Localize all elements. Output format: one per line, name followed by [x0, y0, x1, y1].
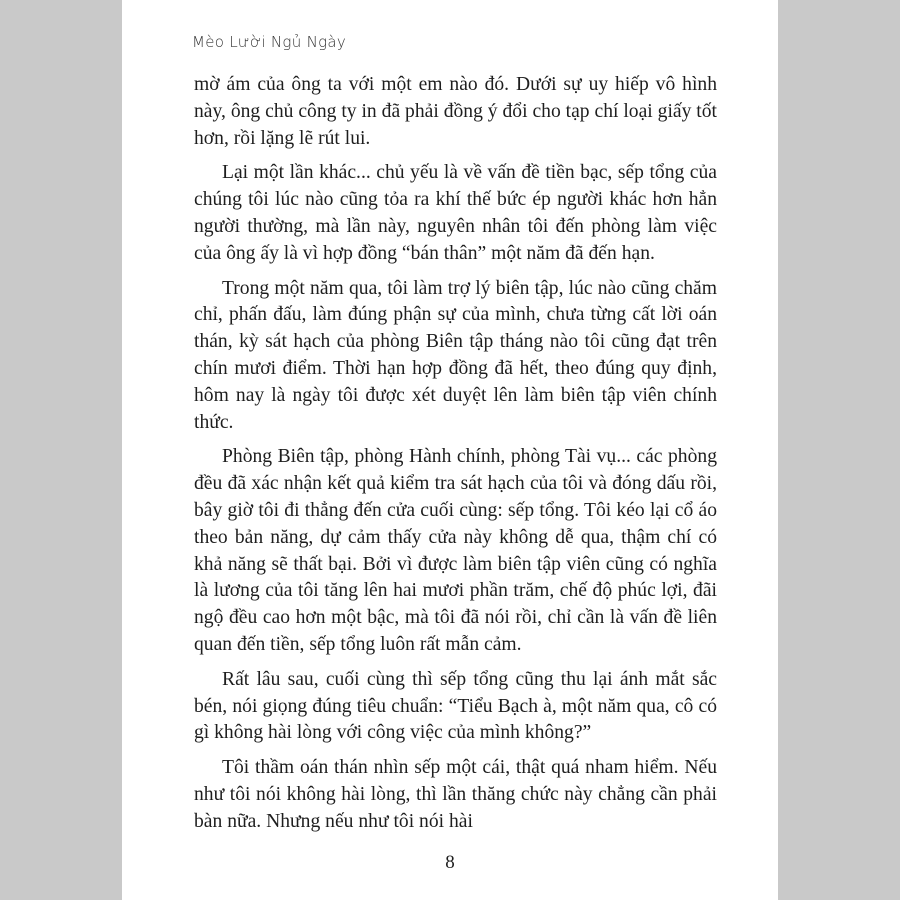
page-number: 8: [445, 852, 455, 873]
paragraph: Tôi thầm oán thán nhìn sếp một cái, thật quá nham hiểm. Nếu như tôi nói không hài lòng, thì lần thăng chức này chẳng cần phải bàn nữa. Nhưng nếu như tôi nói hài: [194, 757, 717, 832]
paragraph: Rất lâu sau, cuối cùng thì sếp tổng cũng thu lại ánh mắt sắc bén, nói giọng đúng tiêu chuẩn: “Tiểu Bạch à, một năm qua, cô có gì không hài lòng với công việc của mình không?”: [194, 668, 717, 744]
paragraph-continuation: mờ ám của ông ta với một em nào đó. Dưới sự uy hiếp vô hình này, ông chủ công ty in đã phải đồng ý đổi cho tạp chí loại giấy tốt hơn, rồi lặng lẽ rút lui.: [194, 74, 717, 149]
paragraph: Trong một năm qua, tôi làm trợ lý biên tập, lúc nào cũng chăm chỉ, phấn đấu, làm đúng phận sự của mình, chưa từng cất lời oán thán, kỳ sát hạch của phòng Biên tập tháng nào tôi cũng đạt trên chín mươi điểm. Thời hạn hợp đồng đã hết, theo đúng quy định, hôm nay là ngày tôi được xét duyệt lên làm biên tập viên chính thức.: [194, 277, 717, 433]
page-body: [194, 72, 717, 844]
paragraph: Phòng Biên tập, phòng Hành chính, phòng Tài vụ... các phòng đều đã xác nhận kết quả kiểm tra sát hạch của tôi và đóng dấu rồi, bây giờ tôi đi thẳng đến cửa cuối cùng: sếp tổng. Tôi kéo lại cổ áo theo bản năng, dự cảm thấy cửa này không dễ qua, thậm chí có khả năng sẽ thất bại. Bởi vì được làm biên tập viên cũng có nghĩa là lương của tôi tăng lên hai mươi phần trăm, chế độ phúc lợi, đãi ngộ đều cao hơn một bậc, mà tôi đã nói rồi, chỉ cần là vấn đề liên quan đến tiền, sếp tổng luôn rất mẫn cảm.: [194, 446, 717, 655]
paragraph: Lại một lần khác... chủ yếu là về vấn đề tiền bạc, sếp tổng của chúng tôi lúc nào cũng tỏa ra khí thế bức ép người khác hơn hẳn người thường, mà lần này, nguyên nhân tôi đến phòng làm việc của ông ấy là vì hợp đồng “bán thân” một năm đã đến hạn.: [194, 162, 717, 264]
book-page: [122, 0, 778, 900]
running-header: Mèo Lười Ngủ Ngày: [192, 33, 347, 51]
